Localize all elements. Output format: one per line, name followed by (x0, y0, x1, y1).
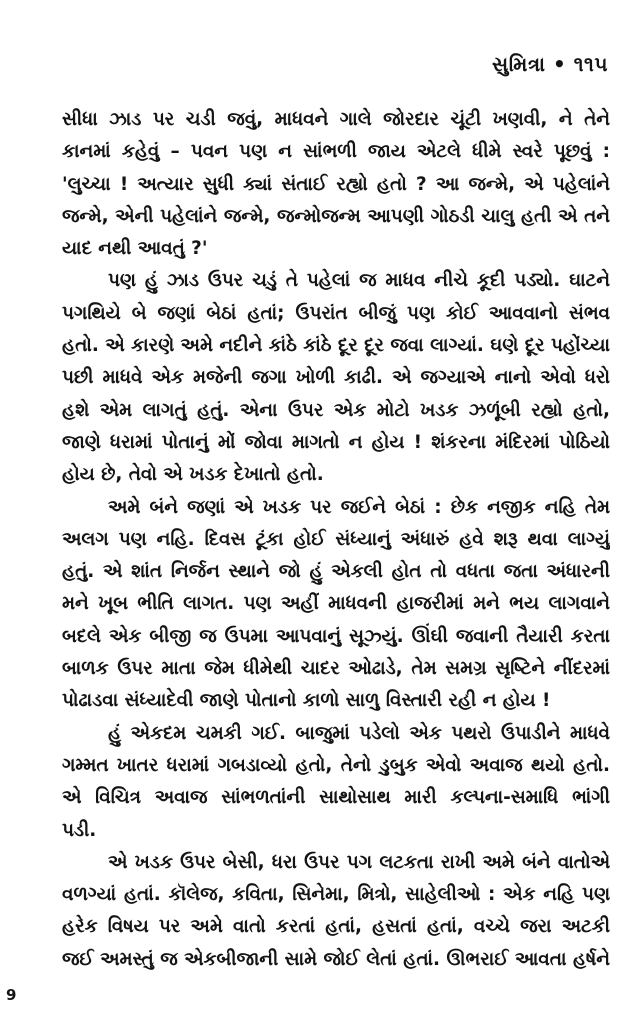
text-line: જાણે ધરામાં પોતાનું મોં જોવા માગતો ન હોય ! શંકરના મંદિરમાં પોઠિયો (62, 431, 610, 453)
text-line: હરેક વિષય પર અમે વાતો કરતાં હતાં, હસતાં હતાં, વચ્ચે જરા અટકી (62, 916, 610, 938)
text-line: એ ખડક ઉપર બેસી, ધરા ઉપર પગ લટકતા રાખી અમે બંને વાતોએ (108, 851, 610, 873)
paragraph (62, 104, 610, 265)
text-line: જન્મે, એની પહેલાંને જન્મે, જન્મોજન્મ આપણી ગોઠડી ચાલુ હતી એ તને (62, 205, 610, 227)
text-line: અલગ પણ નહિ. દિવસ ટૂંકા હોઈ સંધ્યાનું અંધારું હવે શરૂ થવા લાગ્યું (62, 528, 610, 550)
text-line: અમે બંને જણાં એ ખડક પર જઈને બેઠાં : છેક નજીક નહિ તેમ (108, 496, 610, 518)
text-line: પડી. (62, 819, 97, 841)
text-line: હું એકદમ ચમકી ગઈ. બાજુમાં પડેલો એક પથરો ઉપાડીને માધવે (108, 722, 610, 744)
text-line: પણ હું ઝાડ ઉપર ચડું તે પહેલાં જ માધવ નીચે કૂદી પડ્યો. ઘાટને (108, 270, 610, 292)
text-line: કાનમાં કહેવું – પવન પણ ન સાંભળી જાય એટલે ધીમે સ્વરે પૂછવું : (62, 141, 610, 163)
text-line: 'લુચ્ચા ! અત્યાર સુધી ક્યાં સંતાઈ રહ્યો હતો ? આ જન્મે, એ પહેલાંને (62, 173, 610, 195)
paragraph (62, 265, 610, 491)
text-line: પોઢાડવા સંધ્યાદેવી જાણે પોતાનો કાળો સાળુ વિસ્તારી રહી ન હોય ! (62, 690, 551, 712)
text-line: હતો. એ કારણે અમે નદીને કાંઠે કાંઠે દૂર દૂર જવા લાગ્યાં. ઘણે દૂર પહોંચ્યા (62, 335, 610, 357)
text-line: એ વિચિત્ર અવાજ સાંભળતાંની સાથોસાથ મારી કલ્પના-સમાધિ ભાંગી (62, 787, 610, 809)
text-line: હશે એમ લાગતું હતું. એના ઉપર એક મોટો ખડક ઝળૂંબી રહ્યો હતો, (62, 399, 610, 421)
paragraph (62, 718, 610, 847)
text-line: હતું. એ શાંત નિર્જન સ્થાને જો હું એકલી હોત તો વધતા જતા અંધારની (62, 561, 610, 583)
text-line: હોય છે, તેવો એ ખડક દેખાતો હતો. (62, 464, 324, 486)
text-line: સીધા ઝાડ પર ચડી જવું, માધવને ગાલે જોરદાર ચૂંટી ખણવી, ને તેને (62, 109, 610, 130)
text-line: યાદ નથી આવતું ?' (62, 238, 208, 260)
text-line: વળગ્યાં હતાં. કૉલેજ, કવિતા, સિનેમા, મિત્રો, સાહેલીઓ : એક નહિ પણ (62, 884, 610, 906)
running-header: સુમિત્રા • ૧૧૫ (492, 52, 608, 76)
paragraph (62, 492, 610, 718)
text-line: બદલે એક બીજી જ ઉપમા આપવાનું સૂઝ્યું. ઊંઘી જવાની તૈયારી કરતા (62, 625, 610, 647)
text-line: જઈ અમસ્તું જ એકબીજાની સામે જોઈ લેતાં હતાં. ઊભરાઈ આવતા હર્ષને (62, 948, 610, 970)
body-text (62, 104, 610, 976)
text-line: ગમ્મત ખાતર ધરામાં ગબડાવ્યો હતો, તેનો ડુબુક એવો અવાજ થયો હતો. (62, 754, 610, 776)
text-line: પછી માધવે એક મજેની જગા ખોળી કાઢી. એ જગ્યાએ નાનો એવો ધરો (62, 367, 610, 389)
text-line: પગથિયે બે જણાં બેઠાં હતાં; ઉપરાંત બીજું પણ કોઈ આવવાનો સંભવ (62, 302, 610, 324)
text-line: મને ખૂબ ભીતિ લાગત. પણ અહીં માધવની હાજરીમાં મને ભય લાગવાને (62, 593, 610, 615)
margin-mark: 9 (6, 986, 17, 1004)
paragraph (62, 847, 610, 976)
text-line: બાળક ઉપર માતા જેમ ધીમેથી ચાદર ઓઢાડે, તેમ સમગ્ર સૃષ્ટિને નીંદરમાં (62, 658, 610, 680)
